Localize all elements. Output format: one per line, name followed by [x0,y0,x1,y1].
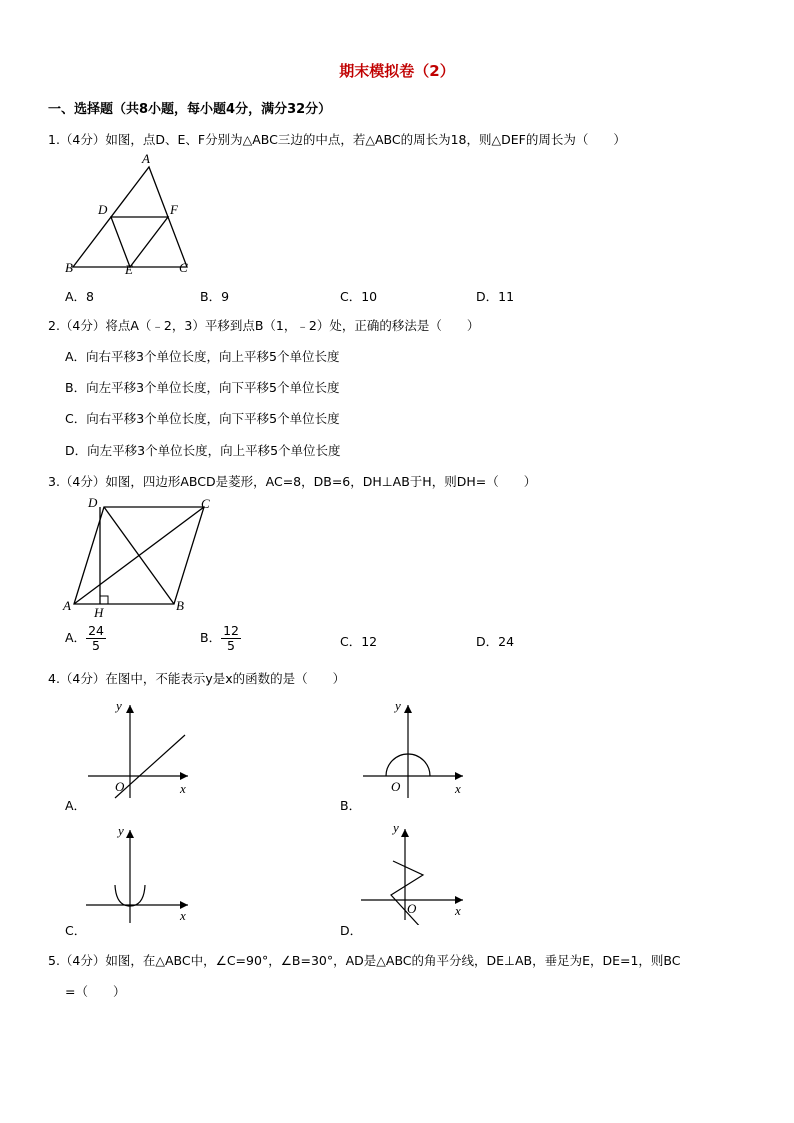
q4-graph-b [355,695,470,800]
svg-text:y: y [393,820,399,835]
straight-line [115,735,185,798]
q3-option-a[interactable]: A． $\frac{24}{5}$ [65,623,104,653]
label-h: H [94,605,104,620]
fraction-24-5: $\frac{24}{5}$ [88,623,104,653]
q3-option-b[interactable]: B． $\frac{12}{5}$ [200,623,239,653]
q1-option-b[interactable]: B．9 [200,289,230,304]
label-a: A [63,598,71,613]
svg-text:y: y [395,698,401,713]
svg-text:O: O [115,779,125,794]
label-e: E [125,262,133,277]
svg-text:x: x [180,908,186,923]
svg-text:O: O [391,779,401,794]
q5-stem-line1: 5.（4分）如图，在△ABC中，∠C=90°，∠B=30°，AD是△ABC的角平分线，DE⊥AB，垂足为E，DE=1，则BC [48,953,681,968]
svg-text:x: x [455,903,461,918]
q4-option-a[interactable]: A． [65,798,87,813]
section-heading: 一、选择题（共8小题，每小题4分，满分32分） [48,102,332,117]
label-c: C [179,260,188,275]
svg-text:O: O [407,901,417,916]
q3-option-c[interactable]: C．12 [340,634,378,649]
label-b: B [65,260,73,275]
q3-stem: 3.（4分）如图，四边形ABCD是菱形，AC=8，DB=6，DH⊥AB于H，则DH=（ ） [48,474,537,489]
q2-stem: 2.（4分）将点A（﹣2，3）平移到点B（1，﹣2）处，正确的移法是（ ） [48,318,480,333]
q4-graph-c [80,820,195,925]
label-b: B [176,598,184,613]
svg-text:x: x [180,781,186,796]
q4-stem: 4.（4分）在图中，不能表示y是x的函数的是（ ） [48,671,346,686]
label-c: C [201,496,210,511]
q4-graph-a [80,695,195,800]
q4-graph-d [355,817,470,925]
q1-option-d[interactable]: D．11 [476,289,515,304]
right-angle-mark [100,596,108,604]
q4-option-d[interactable]: D． [340,923,363,938]
q4-option-c[interactable]: C． [65,923,87,938]
label-a: A [142,151,150,166]
q5-stem-line2: =（ ） [65,984,126,999]
q4-option-b[interactable]: B． [340,798,362,813]
label-f: F [170,202,178,217]
svg-text:y: y [118,823,124,838]
q1-triangle-figure [62,150,197,280]
q3-option-d[interactable]: D．24 [476,634,515,649]
q3-rhombus-figure [60,492,210,620]
q1-option-a[interactable]: A．8 [65,289,95,304]
fraction-12-5: $\frac{12}{5}$ [223,623,239,653]
q2-option-a[interactable]: A．向右平移3个单位长度，向上平移5个单位长度 [65,349,340,364]
svg-text:x: x [455,781,461,796]
svg-text:y: y [116,698,122,713]
label-d: D [88,495,98,510]
triangle-def [111,217,168,267]
q1-stem: 1.（4分）如图，点D、E、F分别为△ABC三边的中点，若△ABC的周长为18，则△DEF的周长为（ ） [48,132,626,147]
q2-option-d[interactable]: D．向左平移3个单位长度，向上平移5个单位长度 [65,443,341,458]
q2-option-b[interactable]: B．向左平移3个单位长度，向下平移5个单位长度 [65,380,340,395]
q2-option-c[interactable]: C．向右平移3个单位长度，向下平移5个单位长度 [65,411,340,426]
label-d: D [98,202,108,217]
page-title: 期末模拟卷（2） [339,62,455,80]
diagonal-db [104,507,174,604]
q1-option-c[interactable]: C．10 [340,289,378,304]
